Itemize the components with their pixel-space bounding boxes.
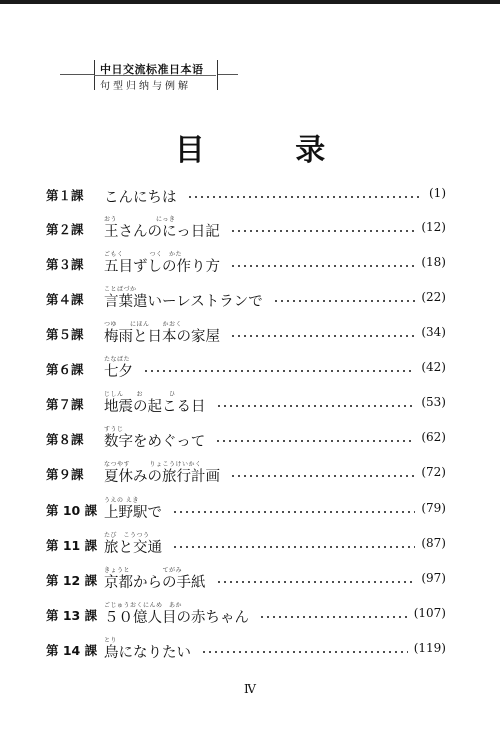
page-number: (53) (421, 395, 446, 409)
lesson-number: 第８課 (46, 432, 84, 447)
dot-leader (216, 405, 415, 407)
lesson-title-group (104, 635, 191, 662)
series-header (60, 60, 260, 92)
lesson-number: 第４課 (46, 292, 84, 307)
lesson-number: 第１課 (46, 188, 84, 203)
lesson-title-group (104, 249, 220, 276)
series-subtitle: 句型归纳与例解 (100, 81, 191, 92)
lesson-ruby: なつやす りょこうけいかく (104, 461, 202, 468)
lesson-number: 第５課 (46, 327, 84, 342)
page-number: (1) (429, 186, 446, 200)
page-number: (87) (421, 536, 446, 550)
lesson-title-group (104, 459, 220, 486)
dot-leader (201, 651, 408, 653)
dot-leader (172, 511, 415, 513)
toc-row (46, 319, 446, 349)
top-rule (0, 0, 500, 4)
lesson-title: 王さんのにっ日記 (104, 224, 220, 240)
lesson-ruby: ごじゅうおくにんめ あか (104, 602, 183, 609)
lesson-ruby: とり (104, 637, 118, 644)
toc-row (46, 459, 446, 489)
page-title: 目 录 (174, 133, 366, 168)
lesson-ruby: きょうと てがみ (104, 567, 183, 574)
dot-leader (230, 335, 415, 337)
lesson-title: 言葉遣いーレストランで (104, 294, 263, 310)
lesson-number: 第 12 課 (46, 573, 98, 588)
page-number: (12) (421, 220, 446, 234)
lesson-title: 梅雨と日本の家屋 (104, 329, 220, 345)
lesson-number: 第 13 課 (46, 608, 98, 623)
dot-leader (230, 230, 415, 232)
page-number: (119) (413, 641, 446, 655)
toc-row (46, 389, 446, 419)
lesson-title: ５０億人目の赤ちゃん (104, 610, 249, 626)
lesson-ruby: つゆ にほん かおく (104, 321, 183, 328)
lesson-title-group (104, 495, 162, 522)
dot-leader (216, 581, 415, 583)
toc-row (46, 249, 446, 279)
toc-row (46, 495, 446, 525)
lesson-number: 第６課 (46, 362, 84, 377)
lesson-ruby: ことばづか (104, 286, 137, 293)
lesson-ruby: たなばた (104, 356, 131, 363)
lesson-ruby: すうじ (104, 426, 124, 433)
page-number: (97) (421, 571, 446, 585)
dot-leader (143, 370, 415, 372)
lesson-number: 第２課 (46, 222, 84, 237)
lesson-ruby: おう にっき (104, 216, 176, 223)
toc-row (46, 530, 446, 560)
lesson-title-group (104, 180, 177, 207)
page-number: (18) (421, 255, 446, 269)
lesson-number: 第３課 (46, 257, 84, 272)
lesson-number: 第 14 課 (46, 643, 98, 658)
dot-leader (230, 265, 415, 267)
page-number: (34) (421, 325, 446, 339)
page-number: (42) (421, 360, 446, 374)
footer-page-number: Ⅳ (244, 682, 256, 696)
header-rule-left (60, 74, 94, 75)
toc-row (46, 600, 446, 630)
lesson-title-group (104, 565, 206, 592)
page-number: (22) (421, 290, 446, 304)
lesson-title-group (104, 530, 162, 557)
lesson-number: 第９課 (46, 467, 84, 482)
lesson-title: 上野駅で (104, 505, 162, 521)
dot-leader (172, 546, 415, 548)
lesson-title-group (104, 284, 263, 311)
lesson-ruby: たび こうつう (104, 532, 150, 539)
lesson-number: 第７課 (46, 397, 84, 412)
lesson-number: 第 10 課 (46, 503, 98, 518)
dot-leader (230, 475, 415, 477)
toc-row (46, 214, 446, 244)
lesson-title: 七夕 (104, 364, 133, 380)
toc-row (46, 565, 446, 595)
page-number: (107) (413, 606, 446, 620)
lesson-ruby: じしん お ひ (104, 391, 176, 398)
lesson-title: こんにちは (104, 190, 177, 206)
lesson-title-group (104, 354, 133, 381)
series-title: 中日交流标准日本语 (100, 63, 204, 76)
lesson-ruby: ごもく つく かた (104, 251, 183, 258)
toc-row (46, 635, 446, 665)
toc-row (46, 284, 446, 314)
page-number: (62) (421, 430, 446, 444)
lesson-title: 鳥になりたい (104, 645, 191, 661)
page-number: (79) (421, 501, 446, 515)
page-number: (72) (421, 465, 446, 479)
dot-leader (273, 300, 415, 302)
lesson-title: 夏休みの旅行計画 (104, 469, 220, 485)
lesson-ruby (104, 180, 177, 189)
dot-leader (215, 440, 415, 442)
toc-row (46, 354, 446, 384)
dot-leader (259, 616, 408, 618)
lesson-title: 京都からの手紙 (104, 575, 206, 591)
lesson-ruby: うえの えき (104, 497, 139, 504)
lesson-title: 旅と交通 (104, 540, 162, 556)
lesson-title-group (104, 319, 220, 346)
lesson-title: 五目ずしの作り方 (104, 259, 220, 275)
lesson-title-group (104, 600, 249, 627)
toc-row (46, 180, 446, 210)
lesson-title: 地震の起こる日 (104, 399, 206, 415)
lesson-title: 数字をめぐって (104, 434, 206, 450)
lesson-title-group (104, 389, 206, 416)
toc-row (46, 424, 446, 454)
header-rule-right (218, 74, 238, 75)
lesson-title-group (104, 424, 205, 451)
dot-leader (187, 196, 423, 198)
lesson-number: 第 11 課 (46, 538, 98, 553)
lesson-title-group (104, 214, 220, 241)
